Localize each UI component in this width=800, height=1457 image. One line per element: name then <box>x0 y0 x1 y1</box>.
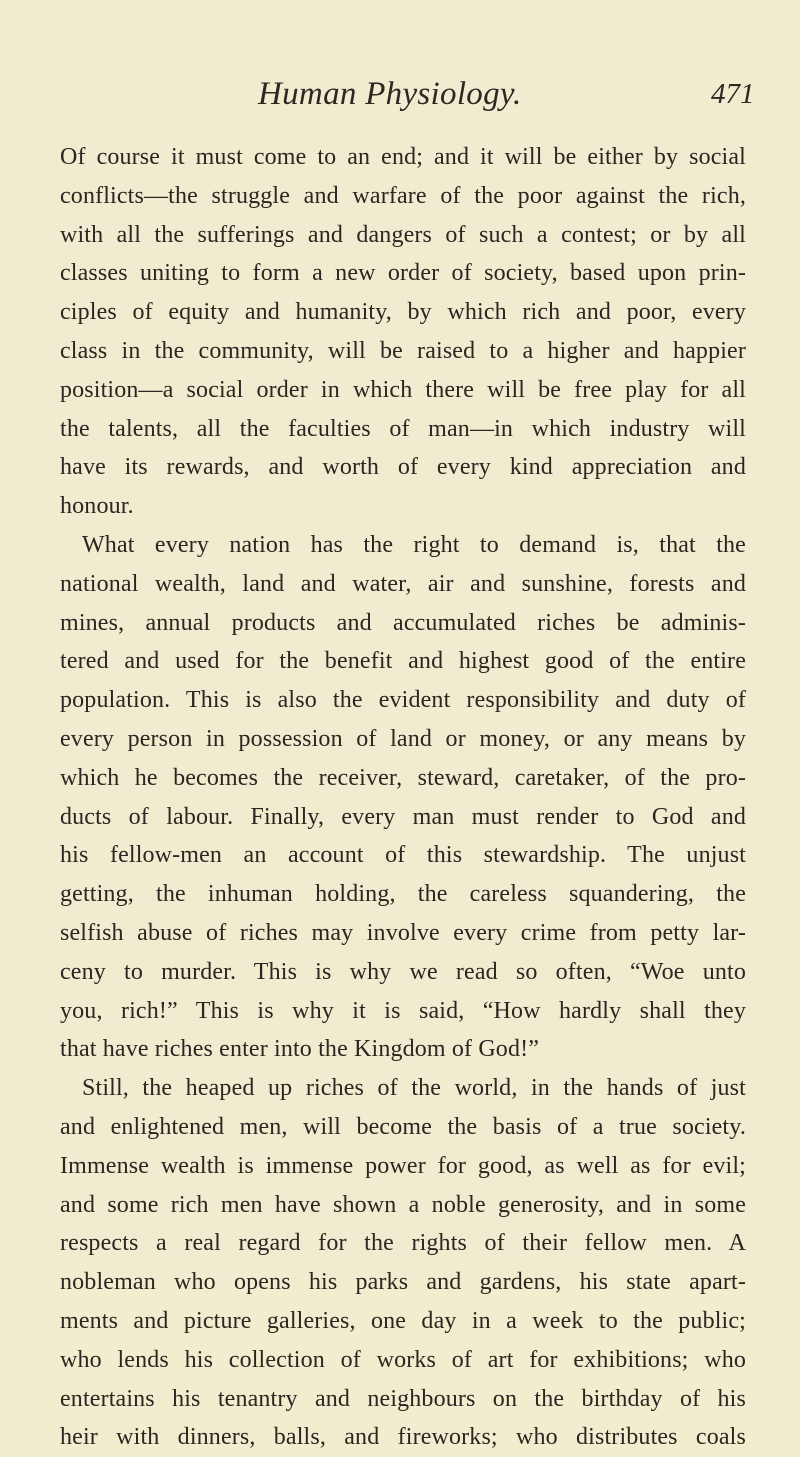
text-line: classes uniting to form a new order of society, based upon prin- <box>60 260 746 287</box>
text-line: ments and picture galleries, one day in a week to the public; <box>60 1307 746 1334</box>
running-title: Human Physiology. <box>258 76 522 112</box>
text-line: position—a social order in which there will be free play for all <box>60 376 746 403</box>
page-number: 471 <box>711 78 755 110</box>
text-line: who lends his collection of works of art for exhibitions; who <box>60 1346 746 1373</box>
text-line: entertains his tenantry and neighbours on the birthday of his <box>60 1385 746 1412</box>
text-line: with all the sufferings and dangers of such a contest; or by all <box>60 221 746 248</box>
text-line: and enlightened men, will become the basis of a true society. <box>60 1113 746 1140</box>
text-line: getting, the inhuman holding, the careless squandering, the <box>60 881 746 908</box>
text-line: class in the community, will be raised to a higher and happier <box>60 337 746 364</box>
text-line: have its rewards, and worth of every kind appreciation and <box>60 454 746 481</box>
text-line: Of course it must come to an end; and it will be either by social <box>60 144 746 170</box>
text-line: the talents, all the faculties of man—in which industry will <box>60 415 746 442</box>
text-line: which he becomes the receiver, steward, caretaker, of the pro- <box>60 764 746 791</box>
text-line: What every nation has the right to demand is, that the <box>82 531 746 558</box>
text-line: tered and used for the benefit and highest good of the entire <box>60 648 746 675</box>
text-line: Immense wealth is immense power for good, as well as for evil; <box>60 1152 746 1179</box>
text-line: every person in possession of land or money, or any means by <box>60 725 746 752</box>
text-line: respects a real regard for the rights of their fellow men. A <box>60 1230 746 1257</box>
text-line: you, rich!” This is why it is said, “How hardly shall they <box>60 997 746 1024</box>
body-text <box>60 138 746 1457</box>
text-line: population. This is also the evident responsibility and duty of <box>60 687 746 714</box>
text-line: nobleman who opens his parks and gardens, his state apart- <box>60 1269 746 1296</box>
text-line: his fellow-men an account of this stewardship. The unjust <box>60 842 746 869</box>
text-line: ciples of equity and humanity, by which rich and poor, every <box>60 299 746 326</box>
text-line: that have riches enter into the Kingdom of God!” <box>60 1036 540 1063</box>
text-line: conflicts—the struggle and warfare of the poor against the rich, <box>60 182 746 209</box>
text-line: honour. <box>60 493 134 520</box>
text-line: national wealth, land and water, air and sunshine, forests and <box>60 570 746 597</box>
text-line: ducts of labour. Finally, every man must render to God and <box>60 803 746 830</box>
text-line: selfish abuse of riches may involve every crime from petty lar- <box>60 919 746 946</box>
text-line: mines, annual products and accumulated riches be adminis- <box>60 609 746 636</box>
text-line: and some rich men have shown a noble generosity, and in some <box>60 1191 746 1218</box>
text-line: Still, the heaped up riches of the world, in the hands of just <box>82 1075 746 1102</box>
text-line: heir with dinners, balls, and fireworks; who distributes coals <box>60 1424 746 1451</box>
running-head <box>0 76 800 126</box>
text-line: ceny to murder. This is why we read so often, “Woe unto <box>60 958 746 985</box>
